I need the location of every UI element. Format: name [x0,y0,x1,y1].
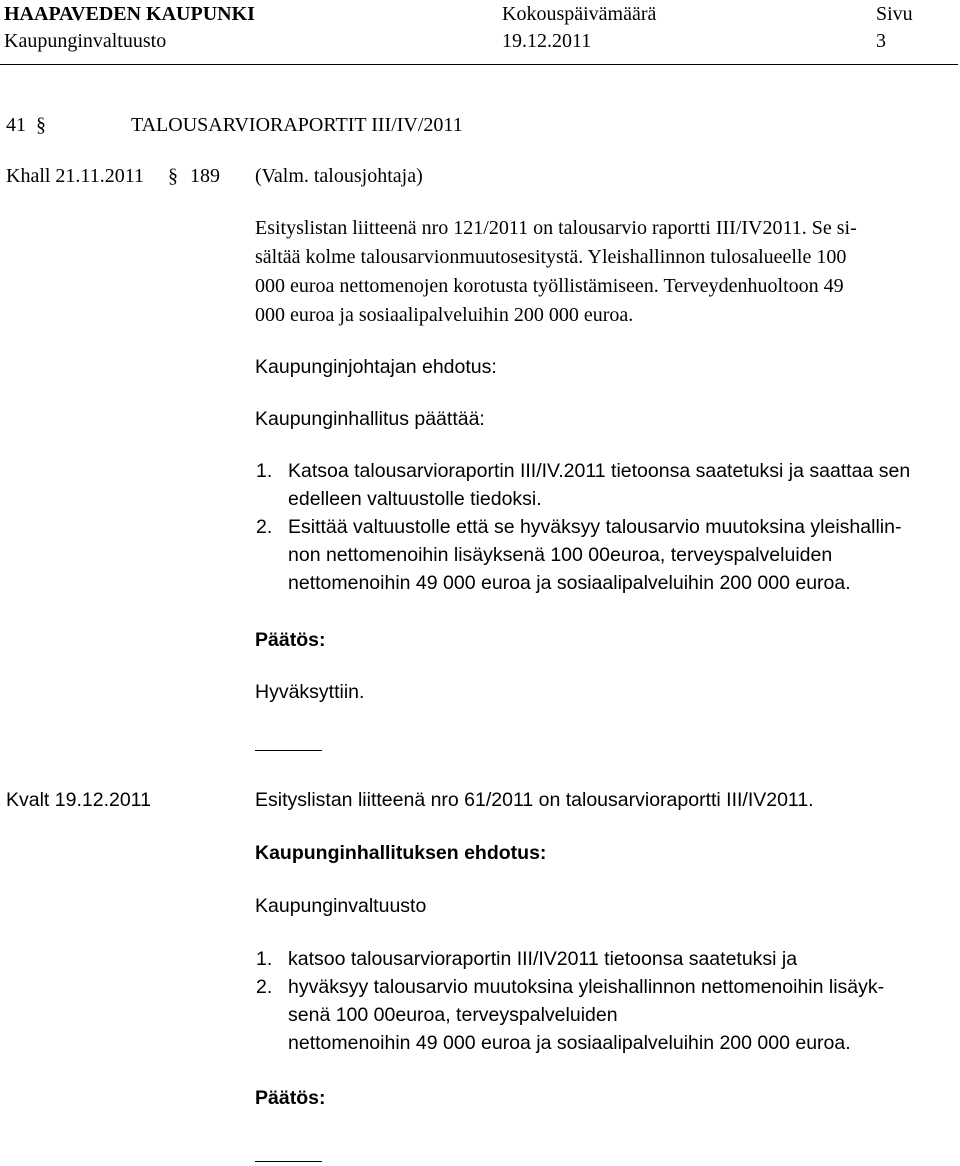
khall-item-line: non nettomenoihin lisäyksenä 100 00euroa, terveyspalveluiden [288,544,833,566]
header-page-label: Sivu [876,3,913,25]
kvalt-decision-label: Päätös: [255,1087,326,1109]
khall-body-line: sältää kolme talousarvionmuutosesitystä. Yleishallinnon tulosalueelle 100 [255,246,847,268]
kvalt-item-line: senä 100 00euroa, terveyspalveluiden [288,1004,618,1026]
khall-item-number: 1. [256,460,273,482]
header-rule [0,64,958,65]
khall-separator [255,750,322,751]
kvalt-item-line: katsoo talousarvioraportin III/IV2011 tietoonsa saatetuksi ja [288,948,798,970]
section-symbol: § [36,114,46,136]
section-number: 41 [6,114,26,136]
khall-body-line: Esityslistan liitteenä nro 121/2011 on talousarvio raportti III/IV2011. Se si- [255,217,857,239]
khall-item-line: edelleen valtuustolle tiedoksi. [288,488,542,510]
kvalt-item-number: 1. [256,948,273,970]
header-date-label: Kokouspäivämäärä [502,3,657,25]
khall-body-line: 000 euroa ja sosiaalipalveluihin 200 000 euroa. [255,304,634,326]
khall-proposal-heading: Kaupunginjohtajan ehdotus: [255,356,497,378]
header-org: HAAPAVEDEN KAUPUNKI [4,3,255,25]
khall-item-line: nettomenoihin 49 000 euroa ja sosiaalipalveluihin 200 000 euroa. [288,572,851,594]
khall-item-line: Esittää valtuustolle että se hyväksyy talousarvio muutoksina yleishallin- [288,516,902,538]
khall-number: 189 [190,165,220,187]
khall-ref: Khall 21.11.2011 [6,165,144,187]
khall-item-line: Katsoa talousarvioraportin III/IV.2011 tietoonsa saatetuksi ja saattaa sen [288,460,911,482]
kvalt-ref: Kvalt 19.12.2011 [6,789,151,811]
khall-body-line: 000 euroa nettomenojen korotusta työllistämiseen. Terveydenhuoltoon 49 [255,275,844,297]
kvalt-item-number: 2. [256,976,273,998]
section-title: TALOUSARVIORAPORTIT III/IV/2011 [131,114,463,136]
header-date: 19.12.2011 [502,30,592,52]
khall-decision-label: Päätös: [255,629,326,651]
kvalt-item-line: hyväksyy talousarvio muutoksina yleishallinnon nettomenoihin lisäyk- [288,976,885,998]
khall-decides: Kaupunginhallitus päättää: [255,408,485,430]
khall-preparer: (Valm. talousjohtaja) [255,165,423,187]
kvalt-separator [255,1161,322,1162]
kvalt-item-line: nettomenoihin 49 000 euroa ja sosiaalipalveluihin 200 000 euroa. [288,1032,851,1054]
kvalt-proposal-heading: Kaupunginhallituksen ehdotus: [255,842,547,864]
kvalt-decides: Kaupunginvaltuusto [255,895,427,917]
header-body: Kaupunginvaltuusto [4,30,167,52]
khall-item-number: 2. [256,516,273,538]
header-page-number: 3 [876,30,886,52]
khall-decision: Hyväksyttiin. [255,681,365,703]
khall-symbol: § [168,165,178,187]
kvalt-body: Esityslistan liitteenä nro 61/2011 on talousarvioraportti III/IV2011. [255,789,814,811]
